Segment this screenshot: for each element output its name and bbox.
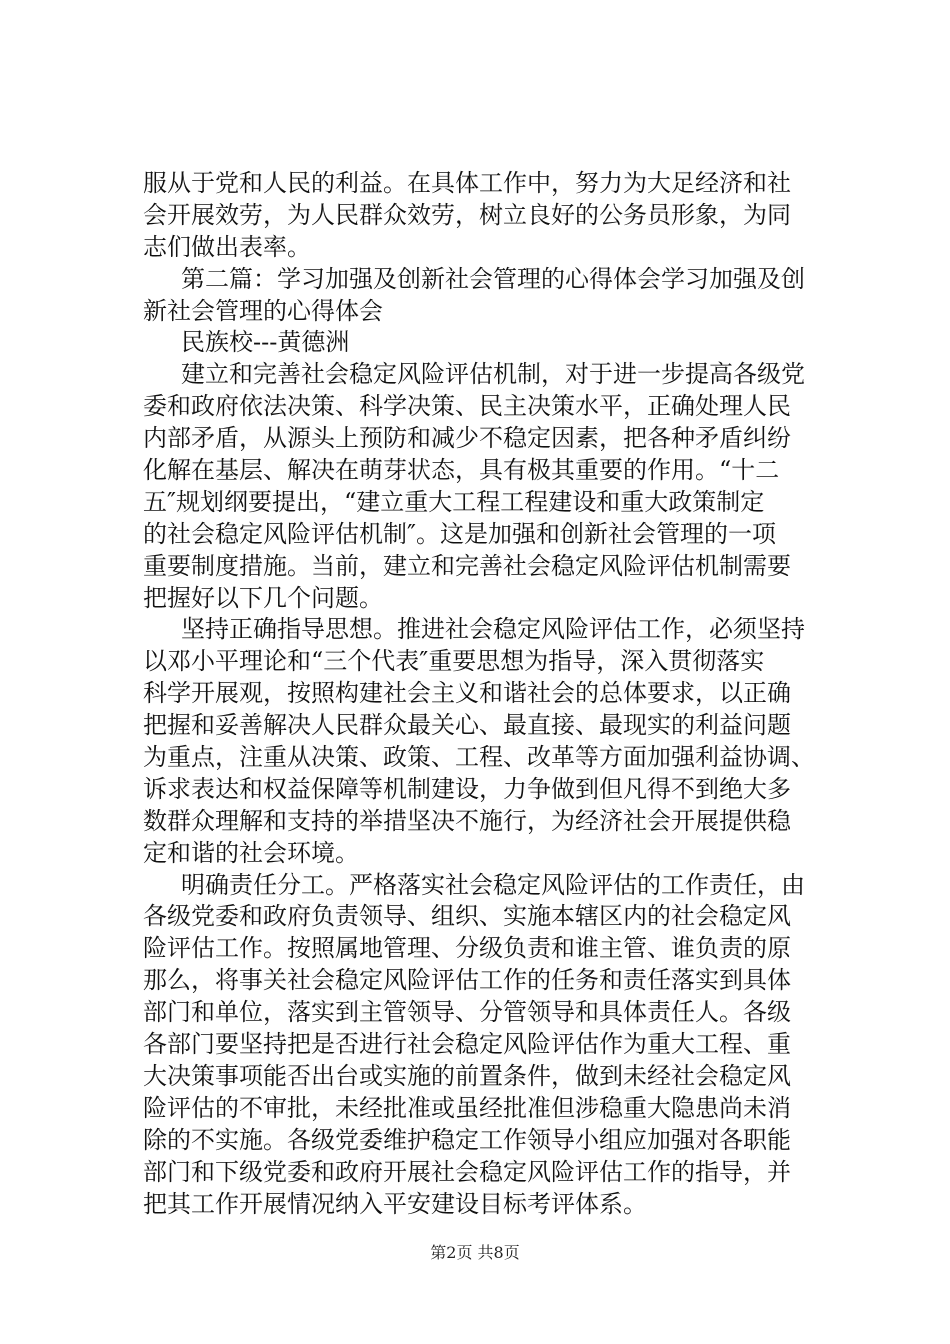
document-body	[143, 168, 823, 1220]
text-line: 化解在基层、解决在萌芽状态，具有极其重要的作用。“十二	[143, 456, 780, 485]
text-line: 险评估工作。按照属地管理、分级负责和谁主管、谁负责的原	[143, 934, 791, 963]
text-line: 那么，将事关社会稳定风险评估工作的任务和责任落实到具体	[143, 966, 791, 995]
text-line: 新社会管理的心得体会	[143, 296, 383, 325]
text-line: 除的不实施。各级党委维护稳定工作领导小组应加强对各职能	[143, 1125, 791, 1154]
text-line: 各部门要坚持把是否进行社会稳定风险评估作为重大工程、重	[143, 1030, 791, 1059]
text-line: 部门和单位，落实到主管领导、分管领导和具体责任人。各级	[143, 998, 791, 1027]
text-line: 会开展效劳，为人民群众效劳，树立良好的公务员形象，为同	[143, 200, 791, 229]
text-line: 诉求表达和权益保障等机制建设，力争做到但凡得不到绝大多	[143, 774, 791, 803]
text-line: 服从于党和人民的利益。在具体工作中，努力为大足经济和社	[143, 169, 791, 197]
text-line: 建立和完善社会稳定风险评估机制，对于进一步提高各级党	[181, 360, 805, 389]
text-line: 为重点，注重从决策、政策、工程、改革等方面加强利益协调、	[143, 743, 815, 772]
text-line: 把握好以下几个问题。	[143, 583, 383, 612]
text-line: 五″规划纲要提出，“建立重大工程工程建设和重大政策制定	[143, 487, 765, 516]
text-line: 把握和妥善解决人民群众最关心、最直接、最现实的利益问题	[143, 711, 791, 740]
text-line: 大决策事项能否出台或实施的前置条件，做到未经社会稳定风	[143, 1061, 791, 1090]
text-line: 定和谐的社会环境。	[143, 838, 359, 867]
text-line: 志们做出表率。	[143, 232, 311, 261]
text-line: 把其工作开展情况纳入平安建设目标考评体系。	[143, 1189, 647, 1218]
text-line: 数群众理解和支持的举措坚决不施行，为经济社会开展提供稳	[143, 806, 791, 835]
text-line: 第二篇：学习加强及创新社会管理的心得体会学习加强及创	[181, 264, 805, 293]
text-line: 委和政府依法决策、科学决策、民主决策水平，正确处理人民	[143, 392, 791, 421]
text-line: 内部矛盾，从源头上预防和减少不稳定因素，把各种矛盾纠纷	[143, 424, 791, 453]
text-line: 各级党委和政府负责领导、组织、实施本辖区内的社会稳定风	[143, 902, 791, 931]
text-line: 险评估的不审批，未经批准或虽经批准但涉稳重大隐患尚未消	[143, 1093, 791, 1122]
text-line: 坚持正确指导思想。推进社会稳定风险评估工作，必须坚持	[181, 615, 805, 644]
text-line: 重要制度措施。当前，建立和完善社会稳定风险评估机制需要	[143, 551, 791, 580]
text-line: 科学开展观，按照构建社会主义和谐社会的总体要求，以正确	[143, 679, 791, 708]
page-footer: 第2页 共8页	[430, 1243, 520, 1262]
text-line: 以邓小平理论和“三个代表″重要思想为指导，深入贯彻落实	[143, 647, 765, 676]
text-line: 明确责任分工。严格落实社会稳定风险评估的工作责任，由	[181, 870, 805, 899]
text-line: 民族校---黄德洲	[181, 328, 350, 357]
text-line: 的社会稳定风险评估机制″。这是加强和创新社会管理的一项	[143, 519, 776, 548]
text-line: 部门和下级党委和政府开展社会稳定风险评估工作的指导，并	[143, 1157, 791, 1186]
